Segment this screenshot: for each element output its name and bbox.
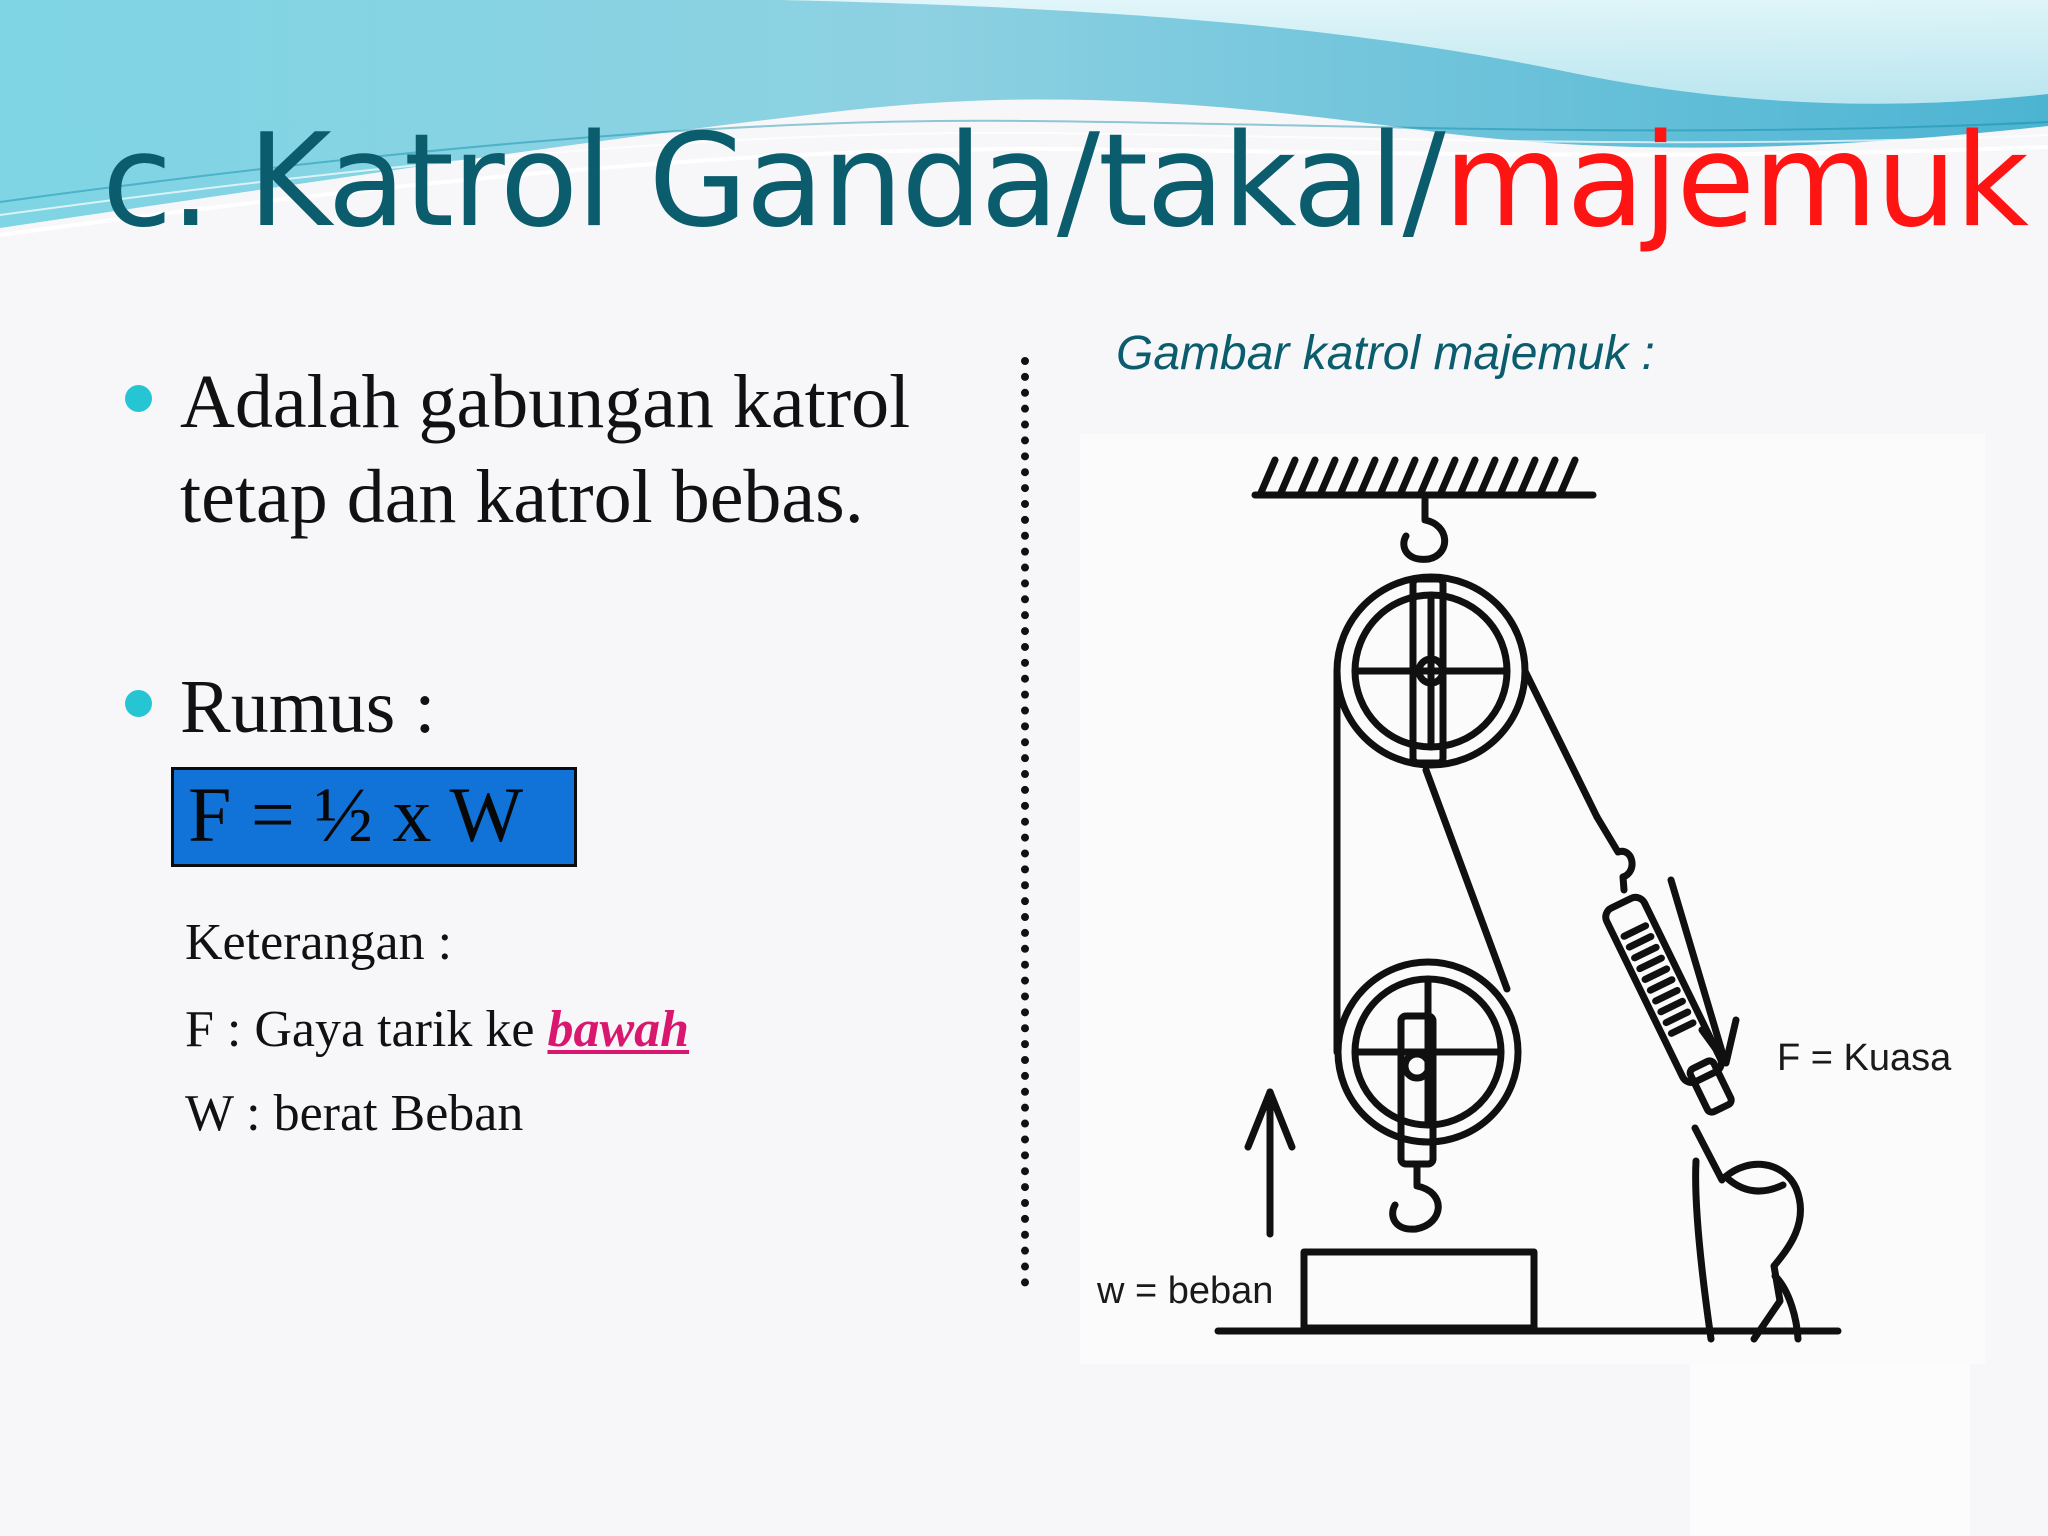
bullet-dot-icon [125, 690, 152, 717]
hand-arm-left [1696, 1161, 1711, 1339]
pull-rope-top [1525, 671, 1597, 817]
slide-title-prefix: c. Katrol Ganda/takal/ [102, 107, 1444, 256]
ceiling-hatch [1260, 460, 1575, 495]
pulley-figure [1080, 434, 1985, 1364]
force-label: F = Kuasa [1777, 1037, 1952, 1079]
definition-bullet [125, 355, 985, 545]
downward-emphasis: bawah [547, 1001, 690, 1058]
load-block [1304, 1252, 1534, 1328]
weight-description: W : berat Beban [185, 1085, 524, 1142]
dotted-divider [1021, 357, 1029, 1287]
middle-rope [1426, 770, 1507, 989]
description-heading: Keterangan : [185, 914, 453, 971]
content-panel [125, 355, 1005, 1175]
bullet-dot-icon [125, 385, 152, 412]
force-description [185, 998, 689, 1062]
formula-bullet [125, 660, 436, 755]
spring-scale-icon [1602, 894, 1740, 1117]
load-label: w = beban [1097, 1270, 1274, 1312]
spring-hook-icon [1597, 817, 1632, 890]
force-description-text: F : Gaya tarik ke [185, 1001, 548, 1058]
formula-heading: Rumus : [180, 665, 436, 749]
slide-title [102, 107, 2027, 256]
bottom-right-blank-area [1690, 1364, 1970, 1536]
lower-hook-icon [1393, 1164, 1439, 1229]
compound-pulley-diagram [1080, 434, 1985, 1364]
definition-text: Adalah gabungan katrol tetap dan katrol bebas. [180, 360, 911, 539]
formula-box: F = ½ x W [171, 767, 577, 867]
figure-caption: Gambar katrol majemuk : [1116, 327, 1655, 380]
upper-hook-icon [1404, 498, 1445, 559]
hand-finger-lines [1727, 1178, 1783, 1191]
slide-title-accent: majemuk [1443, 107, 2027, 256]
